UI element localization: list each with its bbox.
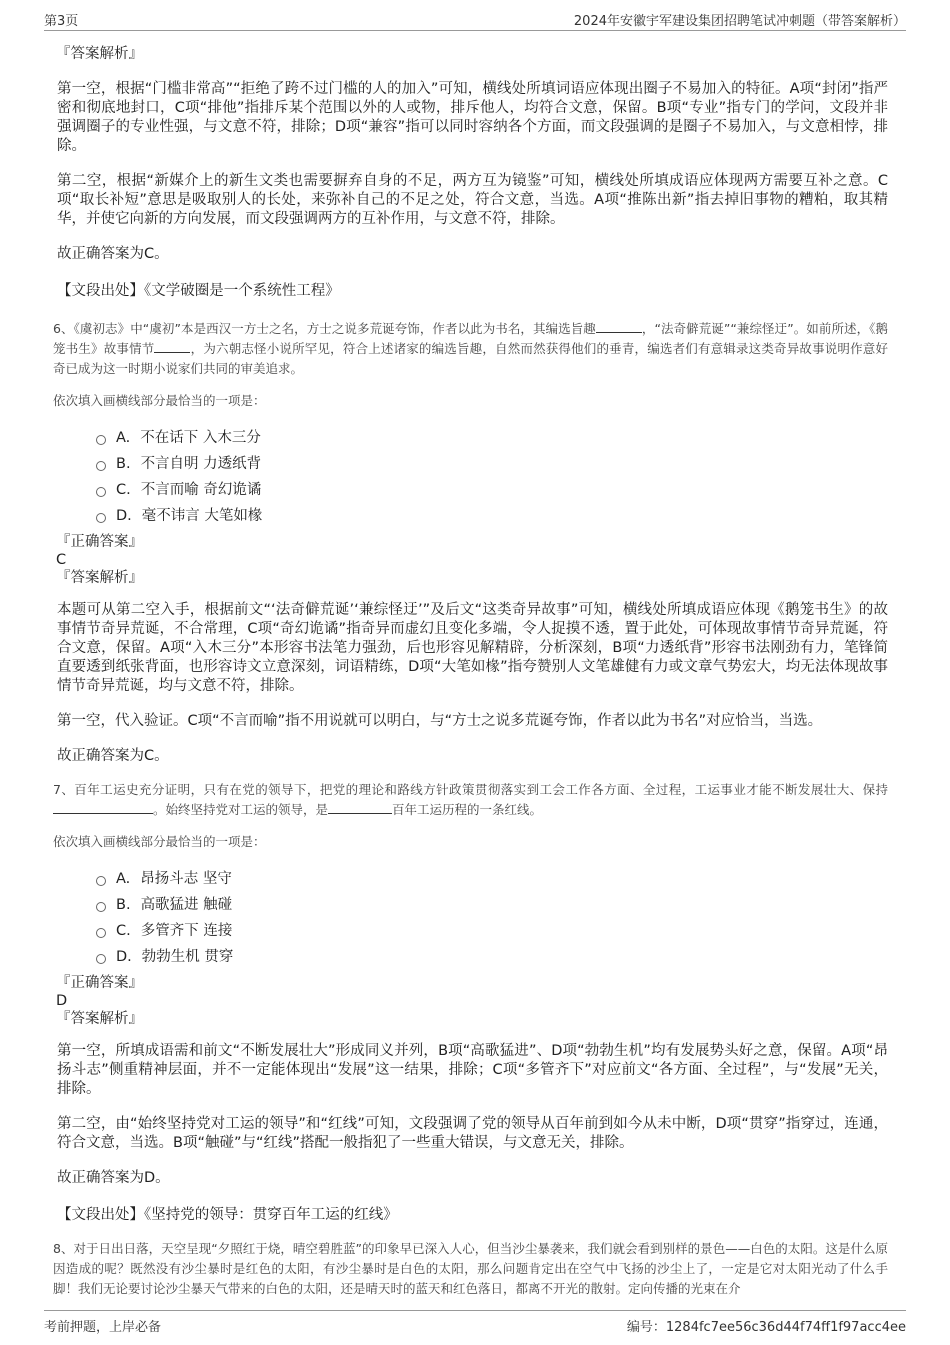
q6-analysis-p2: 第一空，代入验证。C项“不言而喻”指不用说就可以明白，与“方士之说多荒诞夸饰，作者以此为书名”对应恰当，当选。 xyxy=(57,713,823,729)
radio-icon[interactable] xyxy=(96,487,106,497)
q5-source: 【文段出处】《文学破圈是一个系统性工程》 xyxy=(57,283,340,299)
q7-analysis-label: 『答案解析』 xyxy=(56,1011,143,1027)
q7-analysis-p2: 第二空，由“始终坚持党对工运的领导”和“红线”可知，文段强调了党的领导从百年前到如今从未中断，D项“贯穿”指穿过，连通，符合文意，当选。B项“触碰”与“红线”搭配一般指犯了一些重大错误，与文意无关，排除。 xyxy=(57,1116,888,1151)
q7-stem: 7、百年工运史充分证明，只有在党的领导下，把党的理论和路线方针政策贯彻落实到工会工作各方面、全过程，工运事业才能不断发展壮大、保持。始终坚持党对工运的领导，是 百年工运历程的一条红线。 xyxy=(53,782,888,817)
q6-stem: 6、《虞初志》中“虞初”本是西汉一方士之名，方士之说多荒诞夸饰，作者以此为书名，其编选旨趣 ，“法奇僻荒诞”“兼综怪迂”。如前所述，《鹅笼书生》故事情节 ，为六朝志怪小说所罕见，符合上述诸家的编选旨趣，自然而然获得他们的垂青，编选者们有意辑录这类奇异故事说明作意好奇已成为这一时期小说家们共同的审美追求。 xyxy=(53,321,888,376)
q5-analysis-p1: 第一空，根据“门槛非常高”“拒绝了跨不过门槛的人的加入”可知，横线处所填词语应体现出圈子不易加入的特征。A项“封闭”指严密和彻底地封口，C项“排他”指排斥某个范围以外的人或物，排斥他人，均符合文意，保留。B项“专业”指专门的学问，文段并非强调圈子的专业性强，与文意不符，排除；D项“兼容”指可以同时容纳各个方面，而文段强调的是圈子不易加入，与文意相悖，排除。 xyxy=(57,81,888,154)
q7-option-b[interactable]: B. 高歌猛进 触碰 xyxy=(96,892,888,918)
q7-option-a[interactable]: A. 昂扬斗志 坚守 xyxy=(96,866,888,892)
page-number: 第3页 xyxy=(44,14,79,29)
blank-1 xyxy=(53,801,153,814)
q6-prompt: 依次填入画横线部分最恰当的一项是： xyxy=(53,393,266,408)
q8-stem: 8、对于日出日落，天空呈现“夕照红于烧，晴空碧胜蓝”的印象早已深入人心，但当沙尘暴袭来，我们就会看到别样的景色——白色的太阳。这是什么原因造成的呢？既然没有沙尘暴时是红色的太阳，有沙尘暴时是白色的太阳，那么问题肯定出在空气中飞扬的沙尘上了，一定是它对太阳光动了什么手脚！我们无论要讨论沙尘暴天气带来的白色的太阳，还是晴天时的蓝天和红色落日，都离不开光的散射。定向传播的光束在介 xyxy=(53,1241,888,1296)
q7-options xyxy=(57,866,888,970)
q7-option-d[interactable]: D. 勃勃生机 贯穿 xyxy=(96,944,888,970)
radio-icon[interactable] xyxy=(96,435,106,445)
q6-options xyxy=(57,425,888,529)
q7-correct-answer: D xyxy=(56,993,68,1009)
q6-option-a[interactable]: A. 不在话下 入木三分 xyxy=(96,425,888,451)
page-footer xyxy=(44,1310,906,1335)
footer-slogan: 考前押题，上岸必备 xyxy=(44,1320,162,1335)
radio-icon[interactable] xyxy=(96,928,106,938)
document-serial: 编号：1284fc7ee56c36d44f74ff1f97acc4ee xyxy=(626,1320,906,1335)
q5-analysis-label: 『答案解析』 xyxy=(56,46,143,62)
q5-answer-line: 故正确答案为C。 xyxy=(57,246,169,262)
q6-analysis-label: 『答案解析』 xyxy=(56,570,143,586)
blank-2 xyxy=(328,801,392,814)
q7-answer-line: 故正确答案为D。 xyxy=(57,1170,170,1186)
q7-prompt: 依次填入画横线部分最恰当的一项是： xyxy=(53,834,266,849)
q6-answer-line: 故正确答案为C。 xyxy=(57,748,169,764)
q5-analysis-p2: 第二空，根据“新媒介上的新生文类也需要摒弃自身的不足，两方互为镜鉴”可知，横线处所填成语应体现两方需要互补之意。C项“取长补短”意思是吸取别人的长处，来弥补自己的不足之处，符合文意，当选。A项“推陈出新”指去掉旧事物的糟粕，取其精华，并使它向新的方向发展，而文段强调两方的互补作用，与文意不符，排除。 xyxy=(57,173,888,227)
main-content xyxy=(53,44,888,1299)
q7-source: 【文段出处】《坚持党的领导：贯穿百年工运的红线》 xyxy=(57,1207,398,1223)
document-title: 2024年安徽宇军建设集团招聘笔试冲刺题（带答案解析） xyxy=(573,14,906,29)
radio-icon[interactable] xyxy=(96,513,106,523)
q6-analysis-p1: 本题可从第二空入手，根据前文“‘法奇僻荒诞’‘兼综怪迂’”及后文“这类奇异故事”可知，横线处所填成语应体现《鹅笼书生》的故事情节奇异荒诞，不合常理，C项“奇幻诡谲”指奇异而虚幻且变化多端，令人捉摸不透，置于此处，可体现故事情节奇异荒诞，符合文意，保留。A项“入木三分”本形容书法笔力强劲，后也形容见解精辟，分析深刻，B项“力透纸背”形容书法刚劲有力，笔锋简直要透到纸张背面，也形容诗文立意深刻，词语精练，D项“大笔如椽”指夸赞别人文笔雄健有力或文章气势宏大，均无法体现故事情节奇异荒诞，均与文意不符，排除。 xyxy=(57,602,888,694)
q6-option-b[interactable]: B. 不言自明 力透纸背 xyxy=(96,451,888,477)
radio-icon[interactable] xyxy=(96,876,106,886)
q6-correct-label: 『正确答案』 xyxy=(56,534,143,550)
q7-option-c[interactable]: C. 多管齐下 连接 xyxy=(96,918,888,944)
q6-option-c[interactable]: C. 不言而喻 奇幻诡谲 xyxy=(96,477,888,503)
radio-icon[interactable] xyxy=(96,461,106,471)
radio-icon[interactable] xyxy=(96,902,106,912)
q6-option-d[interactable]: D. 毫不讳言 大笔如椽 xyxy=(96,503,888,529)
q7-correct-label: 『正确答案』 xyxy=(56,975,143,991)
radio-icon[interactable] xyxy=(96,954,106,964)
blank-1 xyxy=(596,320,642,333)
q7-analysis-p1: 第一空，所填成语需和前文“不断发展壮大”形成同义并列，B项“高歌猛进”、D项“勃勃生机”均有发展势头好之意，保留。A项“昂扬斗志”侧重精神层面，并不一定能体现出“发展”这一结果，排除；C项“多管齐下”对应前文“各方面、全过程”，与“发展”无关，排除。 xyxy=(57,1043,888,1097)
blank-2 xyxy=(154,340,190,353)
q6-correct-answer: C xyxy=(56,552,67,568)
page-header xyxy=(44,8,906,31)
